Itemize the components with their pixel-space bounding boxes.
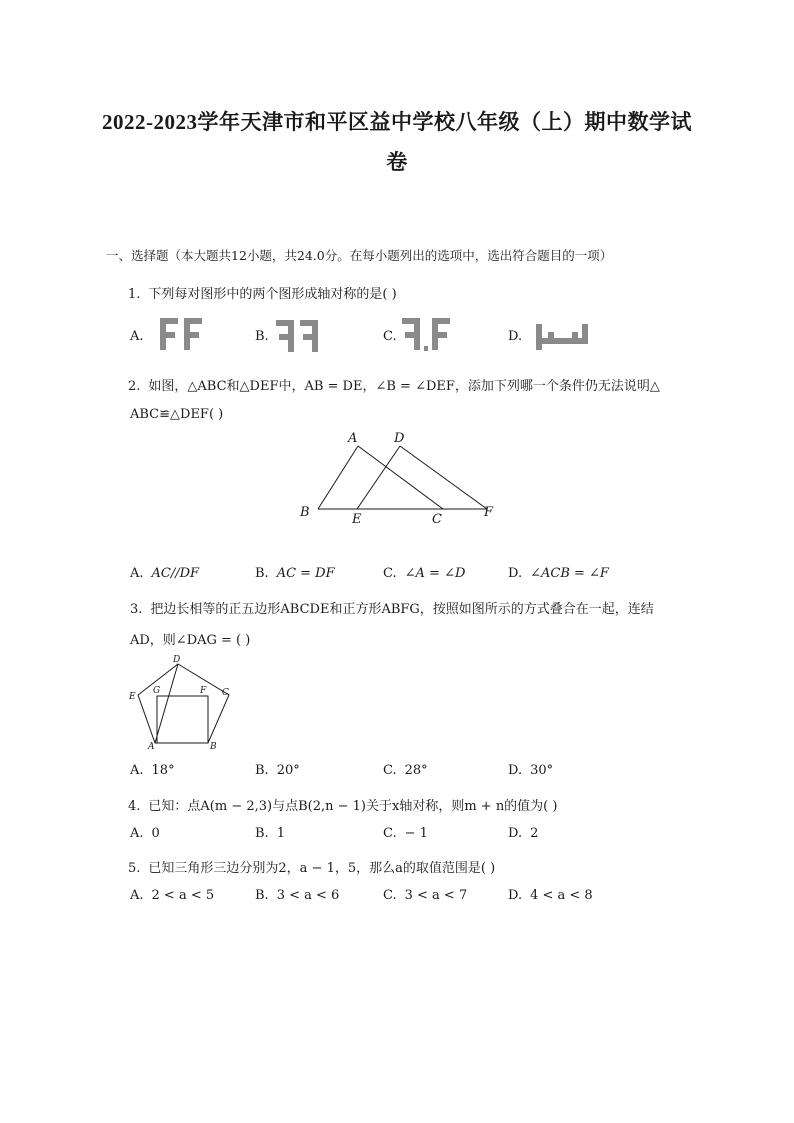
rotated-f-letters-icon <box>532 318 594 352</box>
option-text: 30° <box>530 763 554 778</box>
option-label: A. <box>130 826 144 841</box>
question-2 <box>128 375 660 394</box>
option-c[interactable] <box>383 888 467 903</box>
option-label: A. <box>130 888 144 903</box>
option-label: C. <box>383 329 397 344</box>
label-g: G <box>153 686 161 696</box>
option-text: AC//DF <box>151 566 200 581</box>
segment-ac <box>358 446 443 509</box>
option-label: D. <box>508 763 523 778</box>
pentagon-abcde <box>138 664 229 743</box>
option-text: − 1 <box>404 826 428 841</box>
option-label: B. <box>255 888 269 903</box>
label-b: B <box>210 742 217 752</box>
option-text: 3 < a < 7 <box>404 888 468 903</box>
option-b[interactable] <box>255 826 285 841</box>
label-f: F <box>200 686 207 696</box>
option-label: C. <box>383 826 397 841</box>
option-d[interactable] <box>508 888 593 903</box>
label-a: A <box>348 431 358 446</box>
label-d: D <box>394 431 405 446</box>
option-d[interactable] <box>508 763 553 778</box>
question-text: 已知：点A(m − 2,3)与点B(2,n − 1)关于x轴对称，则m + n的值为( ) <box>148 799 558 814</box>
option-a[interactable] <box>130 826 160 841</box>
option-text: 4 < a < 8 <box>530 888 593 903</box>
label-a: A <box>148 742 155 752</box>
exam-title-line1: 2022-2023学年天津市和平区益中学校八年级（上）期中数学试 <box>102 110 692 134</box>
mirror-f-letters-icon <box>402 316 454 354</box>
mirrored-ff-letters-icon <box>276 318 324 354</box>
question-number: 3. <box>130 602 143 617</box>
question-text: 下列每对图形中的两个图形成轴对称的是( ) <box>148 287 397 302</box>
option-text: 1 <box>276 826 285 841</box>
option-text: 0 <box>151 826 160 841</box>
option-label: B. <box>255 329 269 344</box>
question-number: 5. <box>128 861 141 876</box>
ff-letters-icon <box>158 316 206 352</box>
option-d[interactable] <box>508 566 609 581</box>
segment-ed <box>357 446 400 509</box>
option-c[interactable] <box>383 763 428 778</box>
question-5 <box>128 857 495 876</box>
option-label: A. <box>130 763 144 778</box>
label-c: C <box>222 688 229 698</box>
question-number: 2. <box>128 379 141 394</box>
option-a[interactable] <box>130 763 175 778</box>
option-text: 28° <box>404 763 428 778</box>
option-text: ∠A = ∠D <box>404 566 466 581</box>
option-label: D. <box>508 329 523 344</box>
option-text: 3 < a < 6 <box>276 888 340 903</box>
segment-ba <box>318 446 358 509</box>
option-label: C. <box>383 566 397 581</box>
question-3 <box>130 598 654 617</box>
question-number: 1. <box>128 287 141 302</box>
option-label: D. <box>508 888 523 903</box>
option-c[interactable] <box>383 566 465 581</box>
option-text: 20° <box>276 763 300 778</box>
segment-df <box>400 446 487 509</box>
option-b[interactable] <box>255 888 339 903</box>
option-label: B. <box>255 826 269 841</box>
question-text: 已知三角形三边分别为2，a − 1，5，那么a的取值范围是( ) <box>148 861 496 876</box>
square-abfg <box>157 696 208 743</box>
option-label: D. <box>508 566 523 581</box>
option-b[interactable] <box>255 329 277 344</box>
segment-ad <box>155 664 178 743</box>
label-d: D <box>173 655 181 665</box>
option-a[interactable] <box>130 888 214 903</box>
option-b[interactable] <box>255 566 335 581</box>
option-a[interactable] <box>130 566 199 581</box>
label-e: E <box>352 512 362 527</box>
option-text: 2 <box>530 826 539 841</box>
option-label: D. <box>508 826 523 841</box>
option-text: 2 < a < 5 <box>151 888 215 903</box>
question-text-line1: 如图，△ABC和△DEF中，AB = DE，∠B = ∠DEF，添加下列哪一个条件仍无法说明△ <box>148 379 660 394</box>
option-text: AC = DF <box>276 566 335 581</box>
question-number: 4. <box>128 799 141 814</box>
option-label: B. <box>255 763 269 778</box>
option-b[interactable] <box>255 763 300 778</box>
question-2-line2: ABC≌△DEF( ) <box>130 407 224 422</box>
section-heading: 一、选择题（本大题共12小题，共24.0分。在每小题列出的选项中，选出符合题目的一项） <box>106 248 613 263</box>
triangles-figure <box>294 428 504 528</box>
option-label: B. <box>255 566 269 581</box>
question-text-line1: 把边长相等的正五边形ABCDE和正方形ABFG，按照如图所示的方式叠合在一起，连结 <box>150 602 654 617</box>
option-text: ∠ACB = ∠F <box>530 566 609 581</box>
option-label: A. <box>130 329 144 344</box>
option-label: C. <box>383 888 397 903</box>
question-3-line2: AD，则∠DAG = ( ) <box>130 633 251 648</box>
option-text: 18° <box>151 763 175 778</box>
option-c[interactable] <box>383 826 428 841</box>
pentagon-square-figure <box>126 652 236 752</box>
option-a[interactable] <box>130 329 152 344</box>
label-f: F <box>484 505 494 520</box>
exam-title-line2: 卷 <box>386 150 408 174</box>
question-1 <box>128 283 397 302</box>
option-d[interactable] <box>508 329 530 344</box>
label-b: B <box>300 505 310 520</box>
option-label: C. <box>383 763 397 778</box>
label-e: E <box>129 692 136 702</box>
option-label: A. <box>130 566 144 581</box>
label-c: C <box>432 512 442 527</box>
option-d[interactable] <box>508 826 538 841</box>
question-4 <box>128 795 557 814</box>
